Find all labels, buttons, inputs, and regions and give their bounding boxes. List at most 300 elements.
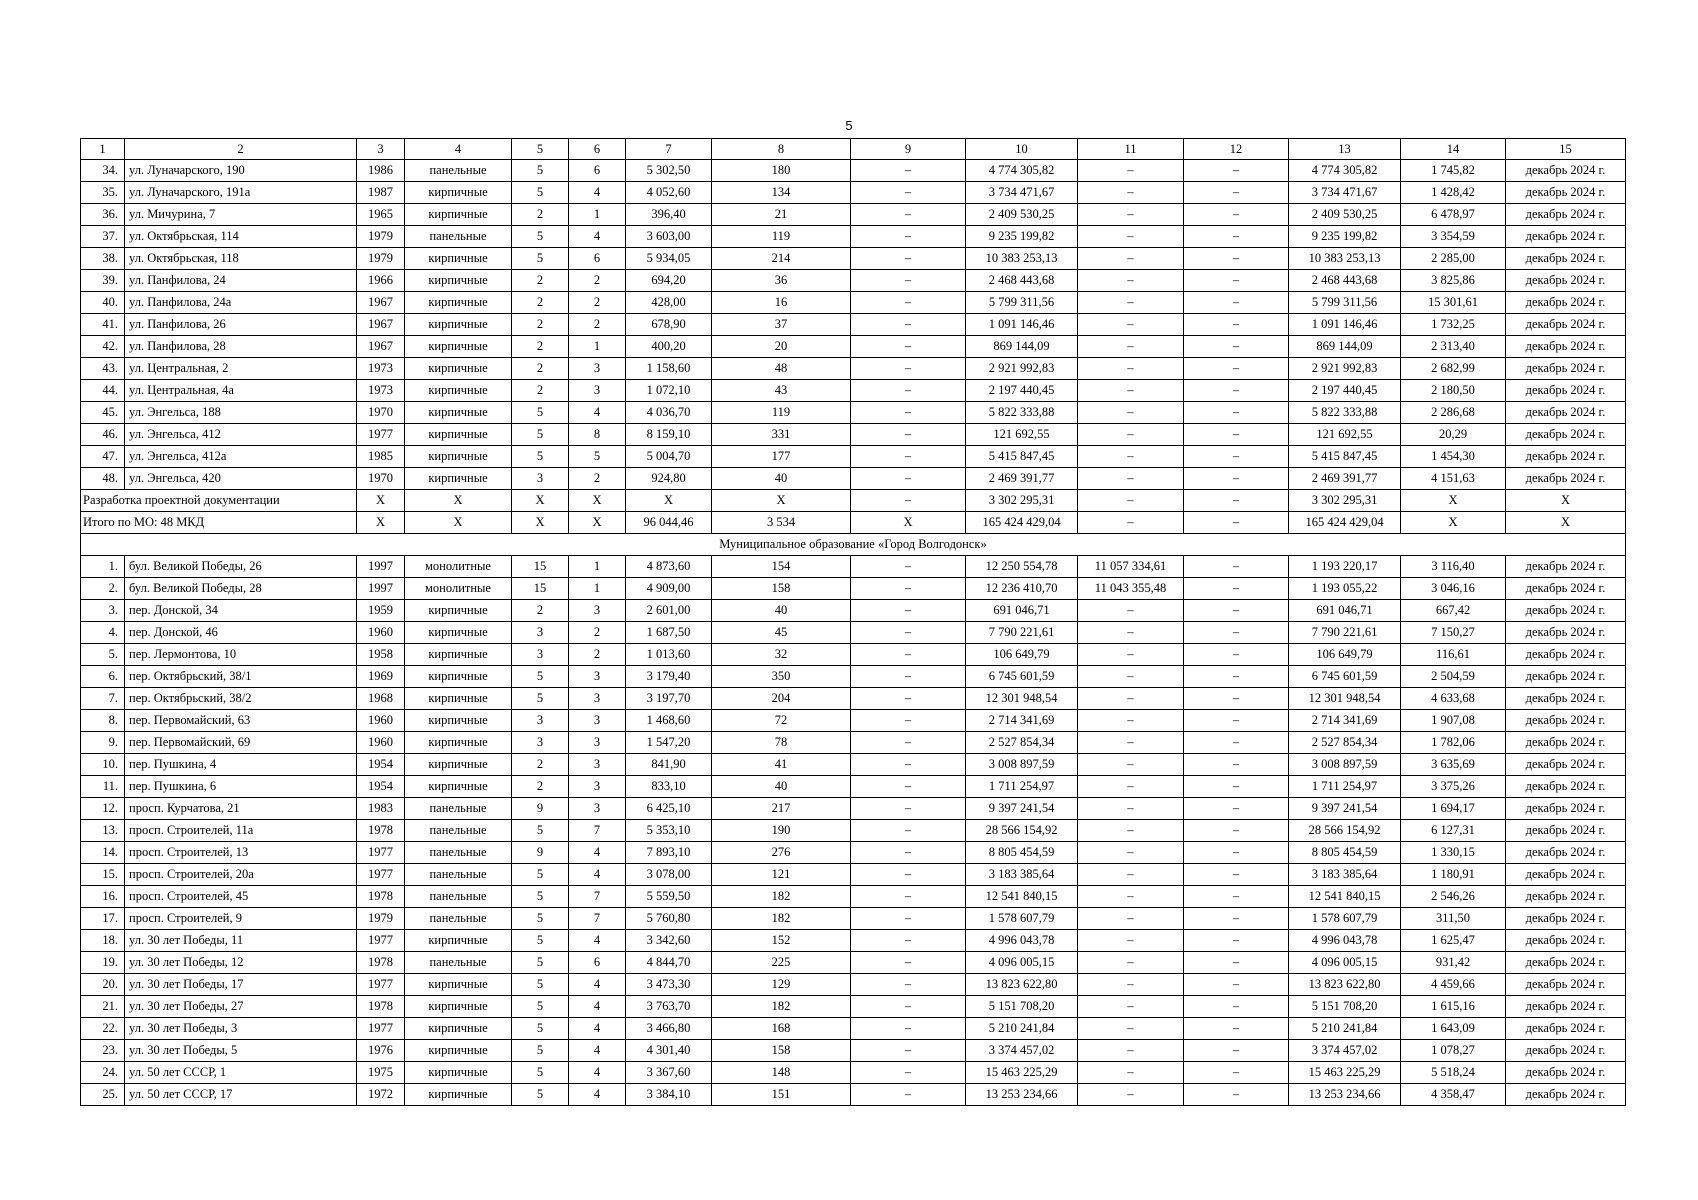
table-cell: 5 210 241,84: [1289, 1018, 1401, 1040]
table-cell: 5: [512, 820, 569, 842]
table-cell: 5: [512, 666, 569, 688]
table-cell: ул. Панфилова, 26: [125, 314, 357, 336]
table-row: [81, 468, 1626, 490]
table-cell: 1979: [357, 908, 405, 930]
total-row: [81, 512, 1626, 534]
table-cell: кирпичные: [405, 754, 512, 776]
table-cell: 2 409 530,25: [1289, 204, 1401, 226]
table-cell: кирпичные: [405, 204, 512, 226]
table-cell: декабрь 2024 г.: [1506, 292, 1626, 314]
table-cell: 3: [512, 710, 569, 732]
table-cell: 4: [569, 1084, 626, 1106]
table-cell: 2 714 341,69: [1289, 710, 1401, 732]
table-row: [81, 908, 1626, 930]
table-cell: –: [1078, 622, 1184, 644]
table-cell: 1977: [357, 930, 405, 952]
table-cell: 19.: [81, 952, 125, 974]
table-cell: 2: [569, 270, 626, 292]
table-cell: 1978: [357, 952, 405, 974]
table-cell: 3 825,86: [1401, 270, 1506, 292]
table-cell: 5: [512, 1040, 569, 1062]
table-cell: 1979: [357, 248, 405, 270]
table-cell: –: [851, 974, 966, 996]
table-cell: –: [851, 1062, 966, 1084]
table-row: [81, 754, 1626, 776]
table-cell: 12 301 948,54: [966, 688, 1078, 710]
table-cell: декабрь 2024 г.: [1506, 776, 1626, 798]
table-cell: бул. Великой Победы, 28: [125, 578, 357, 600]
table-cell: 1 578 607,79: [1289, 908, 1401, 930]
table-cell: 34.: [81, 160, 125, 182]
table-cell: –: [1184, 468, 1289, 490]
table-cell: –: [1184, 446, 1289, 468]
table-cell: 2: [512, 380, 569, 402]
table-cell: 5: [512, 226, 569, 248]
table-cell: –: [1184, 578, 1289, 600]
table-cell: 1954: [357, 754, 405, 776]
table-cell: ул. 30 лет Победы, 3: [125, 1018, 357, 1040]
table-cell: 10 383 253,13: [1289, 248, 1401, 270]
table-cell: 2: [569, 292, 626, 314]
table-cell: 5 353,10: [626, 820, 712, 842]
table-cell: 7: [569, 908, 626, 930]
table-cell: 1970: [357, 468, 405, 490]
table-cell: 39.: [81, 270, 125, 292]
table-cell: кирпичные: [405, 336, 512, 358]
table-cell: –: [1078, 204, 1184, 226]
table-cell: 3 763,70: [626, 996, 712, 1018]
table-cell: –: [1184, 160, 1289, 182]
table-cell: 924,80: [626, 468, 712, 490]
table-cell: –: [1078, 754, 1184, 776]
table-cell: –: [851, 468, 966, 490]
table-cell: 2 286,68: [1401, 402, 1506, 424]
table-cell: кирпичные: [405, 270, 512, 292]
table-cell: 180: [712, 160, 851, 182]
table-cell: 152: [712, 930, 851, 952]
table-cell: 2 180,50: [1401, 380, 1506, 402]
table-cell: –: [1184, 644, 1289, 666]
table-cell: декабрь 2024 г.: [1506, 732, 1626, 754]
table-cell: 3: [569, 600, 626, 622]
table-cell: 4: [569, 1040, 626, 1062]
table-cell: –: [1078, 1018, 1184, 1040]
table-cell: 21.: [81, 996, 125, 1018]
table-cell: 9: [512, 842, 569, 864]
table-cell: 5: [512, 930, 569, 952]
table-cell: 13 823 622,80: [1289, 974, 1401, 996]
table-cell: 35.: [81, 182, 125, 204]
table-cell: –: [1184, 952, 1289, 974]
table-cell: 5: [512, 864, 569, 886]
table-cell: 5 415 847,45: [1289, 446, 1401, 468]
table-cell: –: [851, 754, 966, 776]
table-cell: 1968: [357, 688, 405, 710]
table-cell: 217: [712, 798, 851, 820]
table-cell: 1975: [357, 1062, 405, 1084]
table-cell: 16: [712, 292, 851, 314]
table-cell: 14.: [81, 842, 125, 864]
table-cell: 119: [712, 226, 851, 248]
table-cell: 168: [712, 1018, 851, 1040]
table-cell: 165 424 429,04: [966, 512, 1078, 534]
table-cell: 225: [712, 952, 851, 974]
table-cell: –: [851, 314, 966, 336]
table-cell: 5 799 311,56: [1289, 292, 1401, 314]
table-cell: 45: [712, 622, 851, 644]
table-cell: –: [1078, 270, 1184, 292]
table-cell: –: [851, 952, 966, 974]
table-cell: 3 603,00: [626, 226, 712, 248]
table-cell: 106 649,79: [1289, 644, 1401, 666]
table-cell: 5 415 847,45: [966, 446, 1078, 468]
table-cell: –: [1078, 446, 1184, 468]
table-row: [81, 732, 1626, 754]
table-cell: 9.: [81, 732, 125, 754]
table-cell: декабрь 2024 г.: [1506, 886, 1626, 908]
table-cell: 1 091 146,46: [1289, 314, 1401, 336]
table-cell: 833,10: [626, 776, 712, 798]
table-cell: 3: [512, 622, 569, 644]
table-cell: ул. 30 лет Победы, 11: [125, 930, 357, 952]
table-cell: 3 197,70: [626, 688, 712, 710]
table-cell: 15 463 225,29: [1289, 1062, 1401, 1084]
table-cell: 134: [712, 182, 851, 204]
table-cell: 678,90: [626, 314, 712, 336]
table-cell: 2: [512, 314, 569, 336]
table-row: [81, 380, 1626, 402]
table-cell: 6 745 601,59: [1289, 666, 1401, 688]
table-cell: 3 183 385,64: [1289, 864, 1401, 886]
table-cell: 12 250 554,78: [966, 556, 1078, 578]
table-cell: 869 144,09: [966, 336, 1078, 358]
table-cell: 2: [569, 622, 626, 644]
table-cell: 2 313,40: [1401, 336, 1506, 358]
table-cell: –: [1184, 886, 1289, 908]
table-cell: 96 044,46: [626, 512, 712, 534]
table-cell: –: [851, 908, 966, 930]
table-row: [81, 600, 1626, 622]
table-cell: кирпичные: [405, 446, 512, 468]
table-cell: 20: [712, 336, 851, 358]
table-cell: 5 934,05: [626, 248, 712, 270]
table-cell: 3 302 295,31: [966, 490, 1078, 512]
table-row: [81, 292, 1626, 314]
table-cell: 12 541 840,15: [1289, 886, 1401, 908]
table-row: [81, 996, 1626, 1018]
table-cell: 6 745 601,59: [966, 666, 1078, 688]
table-cell: 5 518,24: [1401, 1062, 1506, 1084]
table-cell: –: [851, 182, 966, 204]
table-cell: –: [1078, 886, 1184, 908]
table-cell: –: [851, 490, 966, 512]
table-cell: 15: [512, 556, 569, 578]
table-row: [81, 666, 1626, 688]
table-cell: 1973: [357, 380, 405, 402]
table-cell: 1977: [357, 864, 405, 886]
table-row: [81, 578, 1626, 600]
table-cell: 4 096 005,15: [966, 952, 1078, 974]
table-cell: –: [1184, 864, 1289, 886]
table-cell: кирпичные: [405, 402, 512, 424]
table-cell: 5 559,50: [626, 886, 712, 908]
table-cell: кирпичные: [405, 380, 512, 402]
table-cell: 37: [712, 314, 851, 336]
table-cell: 3 116,40: [1401, 556, 1506, 578]
table-cell: 1 072,10: [626, 380, 712, 402]
table-cell: 1 454,30: [1401, 446, 1506, 468]
table-cell: 7 790 221,61: [966, 622, 1078, 644]
table-cell: пер. Первомайский, 63: [125, 710, 357, 732]
table-cell: Разработка проектной документации: [81, 490, 357, 512]
table-cell: декабрь 2024 г.: [1506, 556, 1626, 578]
table-cell: Х: [357, 490, 405, 512]
table-cell: –: [851, 226, 966, 248]
table-cell: ул. Панфилова, 24: [125, 270, 357, 292]
table-cell: 2 527 854,34: [966, 732, 1078, 754]
table-cell: 5 151 708,20: [966, 996, 1078, 1018]
table-cell: просп. Курчатова, 21: [125, 798, 357, 820]
table-cell: 121 692,55: [966, 424, 1078, 446]
table-cell: 7 893,10: [626, 842, 712, 864]
table-cell: ул. Панфилова, 28: [125, 336, 357, 358]
table-cell: 4 358,47: [1401, 1084, 1506, 1106]
table-cell: –: [1078, 1062, 1184, 1084]
table-cell: 1973: [357, 358, 405, 380]
table-cell: 3 534: [712, 512, 851, 534]
table-cell: 41: [712, 754, 851, 776]
table-cell: –: [1184, 908, 1289, 930]
table-cell: 2: [512, 754, 569, 776]
table-cell: Х: [512, 490, 569, 512]
table-cell: 119: [712, 402, 851, 424]
table-cell: 4 459,66: [1401, 974, 1506, 996]
table-cell: –: [851, 424, 966, 446]
table-cell: 5 210 241,84: [966, 1018, 1078, 1040]
table-cell: ул. Октябрьская, 114: [125, 226, 357, 248]
table-cell: декабрь 2024 г.: [1506, 952, 1626, 974]
table-cell: 2: [569, 314, 626, 336]
table-cell: 3 734 471,67: [1289, 182, 1401, 204]
table-cell: –: [851, 710, 966, 732]
table-cell: 106 649,79: [966, 644, 1078, 666]
table-cell: –: [851, 578, 966, 600]
table-cell: кирпичные: [405, 996, 512, 1018]
table-cell: 931,42: [1401, 952, 1506, 974]
table-cell: Х: [569, 490, 626, 512]
table-cell: –: [851, 204, 966, 226]
table-cell: 3 374 457,02: [1289, 1040, 1401, 1062]
table-cell: 1: [569, 204, 626, 226]
table-cell: 4 774 305,82: [966, 160, 1078, 182]
table-cell: 1 687,50: [626, 622, 712, 644]
table-cell: ул. 50 лет СССР, 1: [125, 1062, 357, 1084]
table-cell: 667,42: [1401, 600, 1506, 622]
table-cell: 1960: [357, 622, 405, 644]
table-row: [81, 1018, 1626, 1040]
table-cell: 8 159,10: [626, 424, 712, 446]
table-cell: –: [1184, 622, 1289, 644]
table-row: [81, 622, 1626, 644]
table-cell: 4 996 043,78: [966, 930, 1078, 952]
table-cell: –: [1184, 710, 1289, 732]
table-cell: 428,00: [626, 292, 712, 314]
table-cell: –: [1078, 402, 1184, 424]
table-cell: кирпичные: [405, 688, 512, 710]
table-cell: –: [1078, 1040, 1184, 1062]
table-cell: Х: [512, 512, 569, 534]
table-cell: 1959: [357, 600, 405, 622]
table-cell: 1978: [357, 996, 405, 1018]
table-cell: –: [1078, 424, 1184, 446]
column-number: 1: [81, 139, 125, 160]
table-cell: Х: [405, 490, 512, 512]
table-cell: 1 547,20: [626, 732, 712, 754]
table-cell: 2: [512, 204, 569, 226]
table-cell: декабрь 2024 г.: [1506, 380, 1626, 402]
table-cell: 43: [712, 380, 851, 402]
table-cell: 3: [569, 380, 626, 402]
table-cell: 2 197 440,45: [1289, 380, 1401, 402]
table-cell: 4: [569, 402, 626, 424]
table-cell: 9 235 199,82: [1289, 226, 1401, 248]
table-cell: –: [1184, 248, 1289, 270]
column-number: 11: [1078, 139, 1184, 160]
table-cell: 121 692,55: [1289, 424, 1401, 446]
table-cell: 7.: [81, 688, 125, 710]
table-cell: 3: [512, 644, 569, 666]
table-cell: 1985: [357, 446, 405, 468]
table-cell: 45.: [81, 402, 125, 424]
table-cell: 3 008 897,59: [1289, 754, 1401, 776]
table-cell: 1 643,09: [1401, 1018, 1506, 1040]
table-cell: 1 732,25: [1401, 314, 1506, 336]
table-cell: 6 127,31: [1401, 820, 1506, 842]
table-cell: 9 235 199,82: [966, 226, 1078, 248]
table-cell: 7: [569, 820, 626, 842]
table-cell: 1 193 055,22: [1289, 578, 1401, 600]
table-cell: 154: [712, 556, 851, 578]
table-cell: 311,50: [1401, 908, 1506, 930]
table-cell: –: [1078, 930, 1184, 952]
table-cell: 1967: [357, 292, 405, 314]
table-cell: декабрь 2024 г.: [1506, 622, 1626, 644]
table-cell: декабрь 2024 г.: [1506, 798, 1626, 820]
table-cell: панельные: [405, 226, 512, 248]
table-cell: 5: [512, 1018, 569, 1040]
table-cell: 4: [569, 1018, 626, 1040]
table-cell: 6 478,97: [1401, 204, 1506, 226]
table-cell: Х: [1506, 490, 1626, 512]
table-cell: –: [1184, 600, 1289, 622]
table-cell: –: [1078, 952, 1184, 974]
table-cell: –: [851, 842, 966, 864]
table-cell: –: [851, 930, 966, 952]
table-cell: кирпичные: [405, 710, 512, 732]
table-cell: 3 367,60: [626, 1062, 712, 1084]
table-cell: декабрь 2024 г.: [1506, 226, 1626, 248]
table-cell: 177: [712, 446, 851, 468]
table-cell: 1972: [357, 1084, 405, 1106]
table-cell: 48.: [81, 468, 125, 490]
table-cell: 2: [512, 292, 569, 314]
table-cell: 2: [512, 336, 569, 358]
table-cell: –: [1078, 468, 1184, 490]
table-cell: –: [1078, 776, 1184, 798]
table-cell: 5: [512, 424, 569, 446]
table-cell: 3: [569, 798, 626, 820]
table-row: [81, 688, 1626, 710]
table-cell: 13.: [81, 820, 125, 842]
table-cell: 2 921 992,83: [966, 358, 1078, 380]
column-number-header: [81, 139, 1626, 160]
table-cell: 3 384,10: [626, 1084, 712, 1106]
table-cell: –: [1078, 820, 1184, 842]
table-row: [81, 248, 1626, 270]
table-cell: –: [1184, 402, 1289, 424]
table-cell: декабрь 2024 г.: [1506, 1084, 1626, 1106]
table-cell: 24.: [81, 1062, 125, 1084]
table-cell: 72: [712, 710, 851, 732]
table-cell: 4: [569, 974, 626, 996]
table-cell: 691 046,71: [966, 600, 1078, 622]
table-cell: 11 043 355,48: [1078, 578, 1184, 600]
table-cell: декабрь 2024 г.: [1506, 248, 1626, 270]
table-cell: 5: [512, 886, 569, 908]
table-cell: пер. Пушкина, 6: [125, 776, 357, 798]
table-cell: панельные: [405, 952, 512, 974]
table-cell: –: [1184, 754, 1289, 776]
table-cell: 1 907,08: [1401, 710, 1506, 732]
table-cell: 1 711 254,97: [966, 776, 1078, 798]
table-cell: декабрь 2024 г.: [1506, 358, 1626, 380]
table-cell: 3 302 295,31: [1289, 490, 1401, 512]
table-cell: 2 469 391,77: [966, 468, 1078, 490]
table-cell: 4: [569, 930, 626, 952]
table-row: [81, 864, 1626, 886]
table-cell: 13 253 234,66: [1289, 1084, 1401, 1106]
table-cell: –: [1078, 160, 1184, 182]
table-row: [81, 930, 1626, 952]
table-cell: –: [1078, 358, 1184, 380]
table-cell: 5 302,50: [626, 160, 712, 182]
table-cell: 40: [712, 776, 851, 798]
table-cell: 1 078,27: [1401, 1040, 1506, 1062]
table-cell: просп. Строителей, 13: [125, 842, 357, 864]
table-cell: ул. Луначарского, 191а: [125, 182, 357, 204]
table-cell: –: [1184, 688, 1289, 710]
table-cell: 6 425,10: [626, 798, 712, 820]
table-cell: кирпичные: [405, 974, 512, 996]
table-cell: –: [851, 622, 966, 644]
table-cell: кирпичные: [405, 732, 512, 754]
column-number: 15: [1506, 139, 1626, 160]
table-cell: 6.: [81, 666, 125, 688]
table-cell: кирпичные: [405, 666, 512, 688]
table-cell: 1 091 146,46: [966, 314, 1078, 336]
table-cell: 1997: [357, 556, 405, 578]
table-cell: Х: [357, 512, 405, 534]
table-cell: –: [1078, 688, 1184, 710]
table-cell: пер. Пушкина, 4: [125, 754, 357, 776]
table-cell: 182: [712, 886, 851, 908]
table-cell: –: [1184, 336, 1289, 358]
table-cell: панельные: [405, 842, 512, 864]
table-cell: ул. Центральная, 4а: [125, 380, 357, 402]
table-cell: декабрь 2024 г.: [1506, 468, 1626, 490]
table-cell: –: [1184, 798, 1289, 820]
table-cell: ул. Панфилова, 24а: [125, 292, 357, 314]
